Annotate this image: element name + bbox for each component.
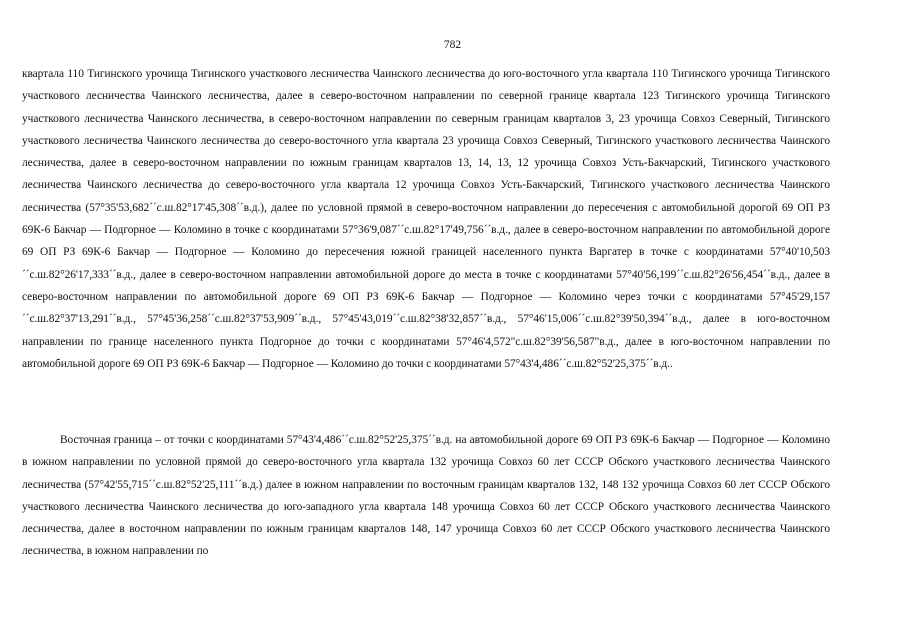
paragraph-eastern-boundary: Восточная граница – от точки с координатами 57°43'4,486´´с.ш.82°52'25,375´´в.д. на автомобильной дороге 69 ОП РЗ 69К-6 Бакчар — Подгорное — Коломино в южном направлении по условной прямой до северо-восточного угла квартала 132 урочища Совхоз 60 лет СССР Обского участкового лесничества Чаинского лесничества (57°42'55,715´´с.ш.82°52'25,111´´в.д.) далее в южном направлении по восточным границам кварталов 132, 148 132 урочища Совхоз 60 лет СССР Обского участкового лесничества Чаинского лесничества до юго-западного угла квартала 148 урочища Совхоз 60 лет СССР Обского участкового лесничества Чаинского лесничества, далее в восточном направлении по южным границам кварталов 148, 147 урочища Совхоз 60 лет СССР Обского участкового лесничества Чаинского лесничества, в южном направлении по [22, 434, 830, 558]
page-number: 782 [443, 39, 462, 51]
paragraph-boundary-continuation: квартала 110 Тигинского урочища Тигинского участкового лесничества Чаинского лесничества до юго-восточного угла квартала 110 Тигинского урочища Тигинского участкового лесничества Чаинского лесничества, далее в северо-восточном направлении по северной границе квартала 123 Тигинского урочища Тигинского участкового лесничества Чаинского лесничества, в северо-восточном направлении по северным границам кварталов 3, 23 урочища Совхоз Северный, Тигинского участкового лесничества Чаинского лесничества до северо-восточного угла квартала 23 урочища Совхоз Северный, Тигинского участкового лесничества Чаинского лесничества, далее в северо-восточном направлении по южным границам кварталов 13, 14, 13, 12 урочища Совхоз Усть-Бакчарский, Тигинского участкового лесничества Чаинского лесничества до северо-восточного угла квартала 12 урочища Совхоз Усть-Бакчарский, Тигинского участкового лесничества Чаинского лесничества (57°35'53,682´´с.ш.82°17'45,308´´в.д.), далее по условной прямой в северо-восточном направлении до пересечения с автомобильной дорогой 69 ОП РЗ 69К-6 Бакчар — Подгорное — Коломино в точке с координатами 57°36'9,087´´с.ш.82°17'49,756´´в.д., далее в северо-восточном направлении по автомобильной дороге 69 ОП РЗ 69К-6 Бакчар — Подгорное — Коломино до пересечения южной границей населенного пункта Варгатер в точке с координатами 57°40'10,503´´с.ш.82°26'17,333´´в.д., далее в северо-восточном направлении автомобильной дороге до места в точке с координатами 57°40'56,199´´с.ш.82°26'56,454´´в.д., далее в северо-восточном направлении по автомобильной дороге 69 ОП РЗ 69К-6 Бакчар — Подгорное — Коломино через точки с координатами 57°45'29,157´´с.ш.82°37'13,291´´в.д., 57°45'36,258´´с.ш.82°37'53,909´´в.д., 57°45'43,019´´с.ш.82°38'32,857´´в.д., 57°46'15,006´´с.ш.82°39'50,394´´в.д., далее в юго-восточном направлении по границе населенного пункта Подгорное до точки с координатами 57°46'4,572"с.ш.82°39'56,587"в.д., далее в юго-восточном направлении по автомобильной дороге 69 ОП РЗ 69К-6 Бакчар — Подгорное — Коломино до точки с координатами 57°43'4,486´´с.ш.82°52'25,375´´в.д.. [22, 68, 830, 370]
